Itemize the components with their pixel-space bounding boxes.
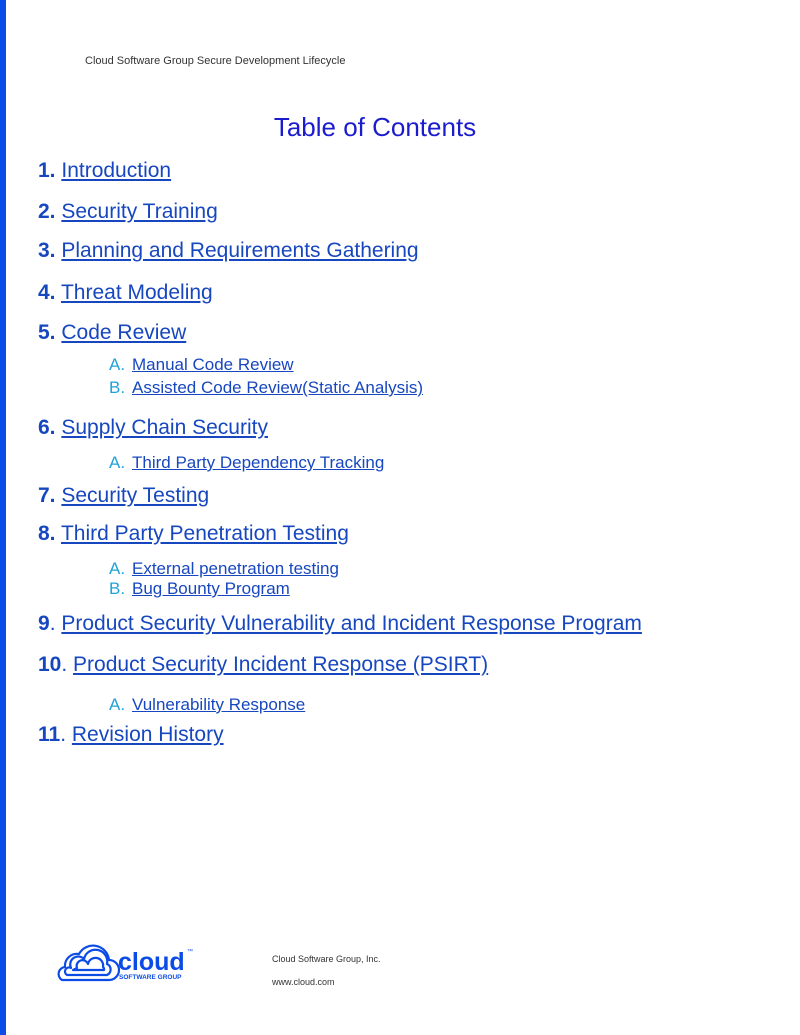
toc-entry-security-testing (38, 484, 209, 508)
toc-subentry-manual-code-review (109, 355, 294, 375)
toc-entry-supply-chain (38, 416, 268, 440)
toc-link-security-training[interactable]: Security Training (61, 200, 218, 223)
toc-number: 6. (38, 416, 56, 439)
toc-link-assisted-code-review[interactable]: Assisted Code Review(Static Analysis) (132, 378, 424, 397)
toc-link-supply-chain[interactable]: Supply Chain Security (61, 416, 268, 439)
toc-entry-psirt (38, 653, 488, 677)
left-accent-bar (0, 0, 6, 1035)
toc-number: 8. (38, 522, 56, 545)
toc-number: 5. (38, 321, 56, 344)
toc-number: 11 (38, 723, 61, 746)
toc-sub-letter: B. (109, 579, 126, 598)
toc-subentry-bug-bounty (109, 579, 290, 599)
logo-wordmark: cloud (118, 948, 185, 976)
toc-entry-planning (38, 239, 419, 263)
toc-link-threat-modeling[interactable]: Threat Modeling (60, 281, 213, 304)
toc-entry-security-training (38, 200, 218, 224)
toc-number: 3. (38, 239, 56, 262)
toc-number: 4. (38, 281, 56, 304)
footer-company-name: Cloud Software Group, Inc. (272, 954, 381, 964)
toc-number: 10 (38, 653, 62, 676)
logo-trademark: ™ (187, 949, 193, 955)
toc-link-planning[interactable]: Planning and Requirements Gathering (61, 239, 419, 262)
toc-number-separator: . (60, 723, 67, 746)
toc-link-psirt[interactable]: Product Security Incident Response (PSIRT) (73, 653, 489, 676)
footer-url[interactable]: www.cloud.com (272, 977, 335, 987)
running-header: Cloud Software Group Secure Development Lifecycle (85, 55, 346, 67)
toc-link-code-review[interactable]: Code Review (61, 321, 187, 344)
toc-entry-threat-modeling (38, 281, 213, 305)
toc-link-vuln-response[interactable]: Vulnerability Response (132, 695, 306, 714)
toc-number: 7. (38, 484, 56, 507)
toc-number: 2. (38, 200, 56, 223)
toc-entry-code-review (38, 321, 186, 345)
toc-link-security-testing[interactable]: Security Testing (61, 484, 210, 507)
toc-sub-letter: A. (109, 695, 126, 714)
toc-subentry-external-pentest (109, 559, 339, 579)
toc-link-dependency-tracking[interactable]: Third Party Dependency Tracking (132, 453, 385, 472)
toc-sub-letter: B. (109, 378, 126, 397)
toc-link-revision-history[interactable]: Revision History (71, 723, 224, 746)
toc-sub-letter: A. (109, 355, 126, 374)
toc-title: Table of Contents (273, 112, 477, 142)
toc-number: 1. (38, 159, 56, 182)
toc-number-separator: . (61, 653, 68, 676)
toc-number: 9 (38, 612, 50, 635)
logo-subtitle: SOFTWARE GROUP (119, 974, 182, 981)
toc-link-penetration-testing[interactable]: Third Party Penetration Testing (60, 522, 349, 545)
toc-link-bug-bounty[interactable]: Bug Bounty Program (132, 579, 290, 598)
toc-link-external-pentest[interactable]: External penetration testing (132, 559, 339, 578)
toc-sub-letter: A. (109, 453, 126, 472)
toc-sub-letter: A. (109, 559, 126, 578)
toc-link-introduction[interactable]: Introduction (61, 159, 172, 182)
toc-number-separator: . (49, 612, 56, 635)
toc-subentry-dependency-tracking (109, 453, 384, 473)
toc-entry-introduction (38, 159, 171, 183)
toc-subentry-assisted-code-review (109, 378, 423, 398)
toc-link-manual-code-review[interactable]: Manual Code Review (132, 355, 294, 374)
toc-entry-vuln-program (38, 612, 642, 636)
toc-link-vuln-program[interactable]: Product Security Vulnerability and Incident Response Program (61, 612, 642, 635)
toc-subentry-vuln-response (109, 695, 305, 715)
toc-entry-penetration-testing (38, 522, 349, 546)
cloud-software-group-logo (57, 940, 197, 988)
toc-entry-revision-history (38, 723, 224, 747)
